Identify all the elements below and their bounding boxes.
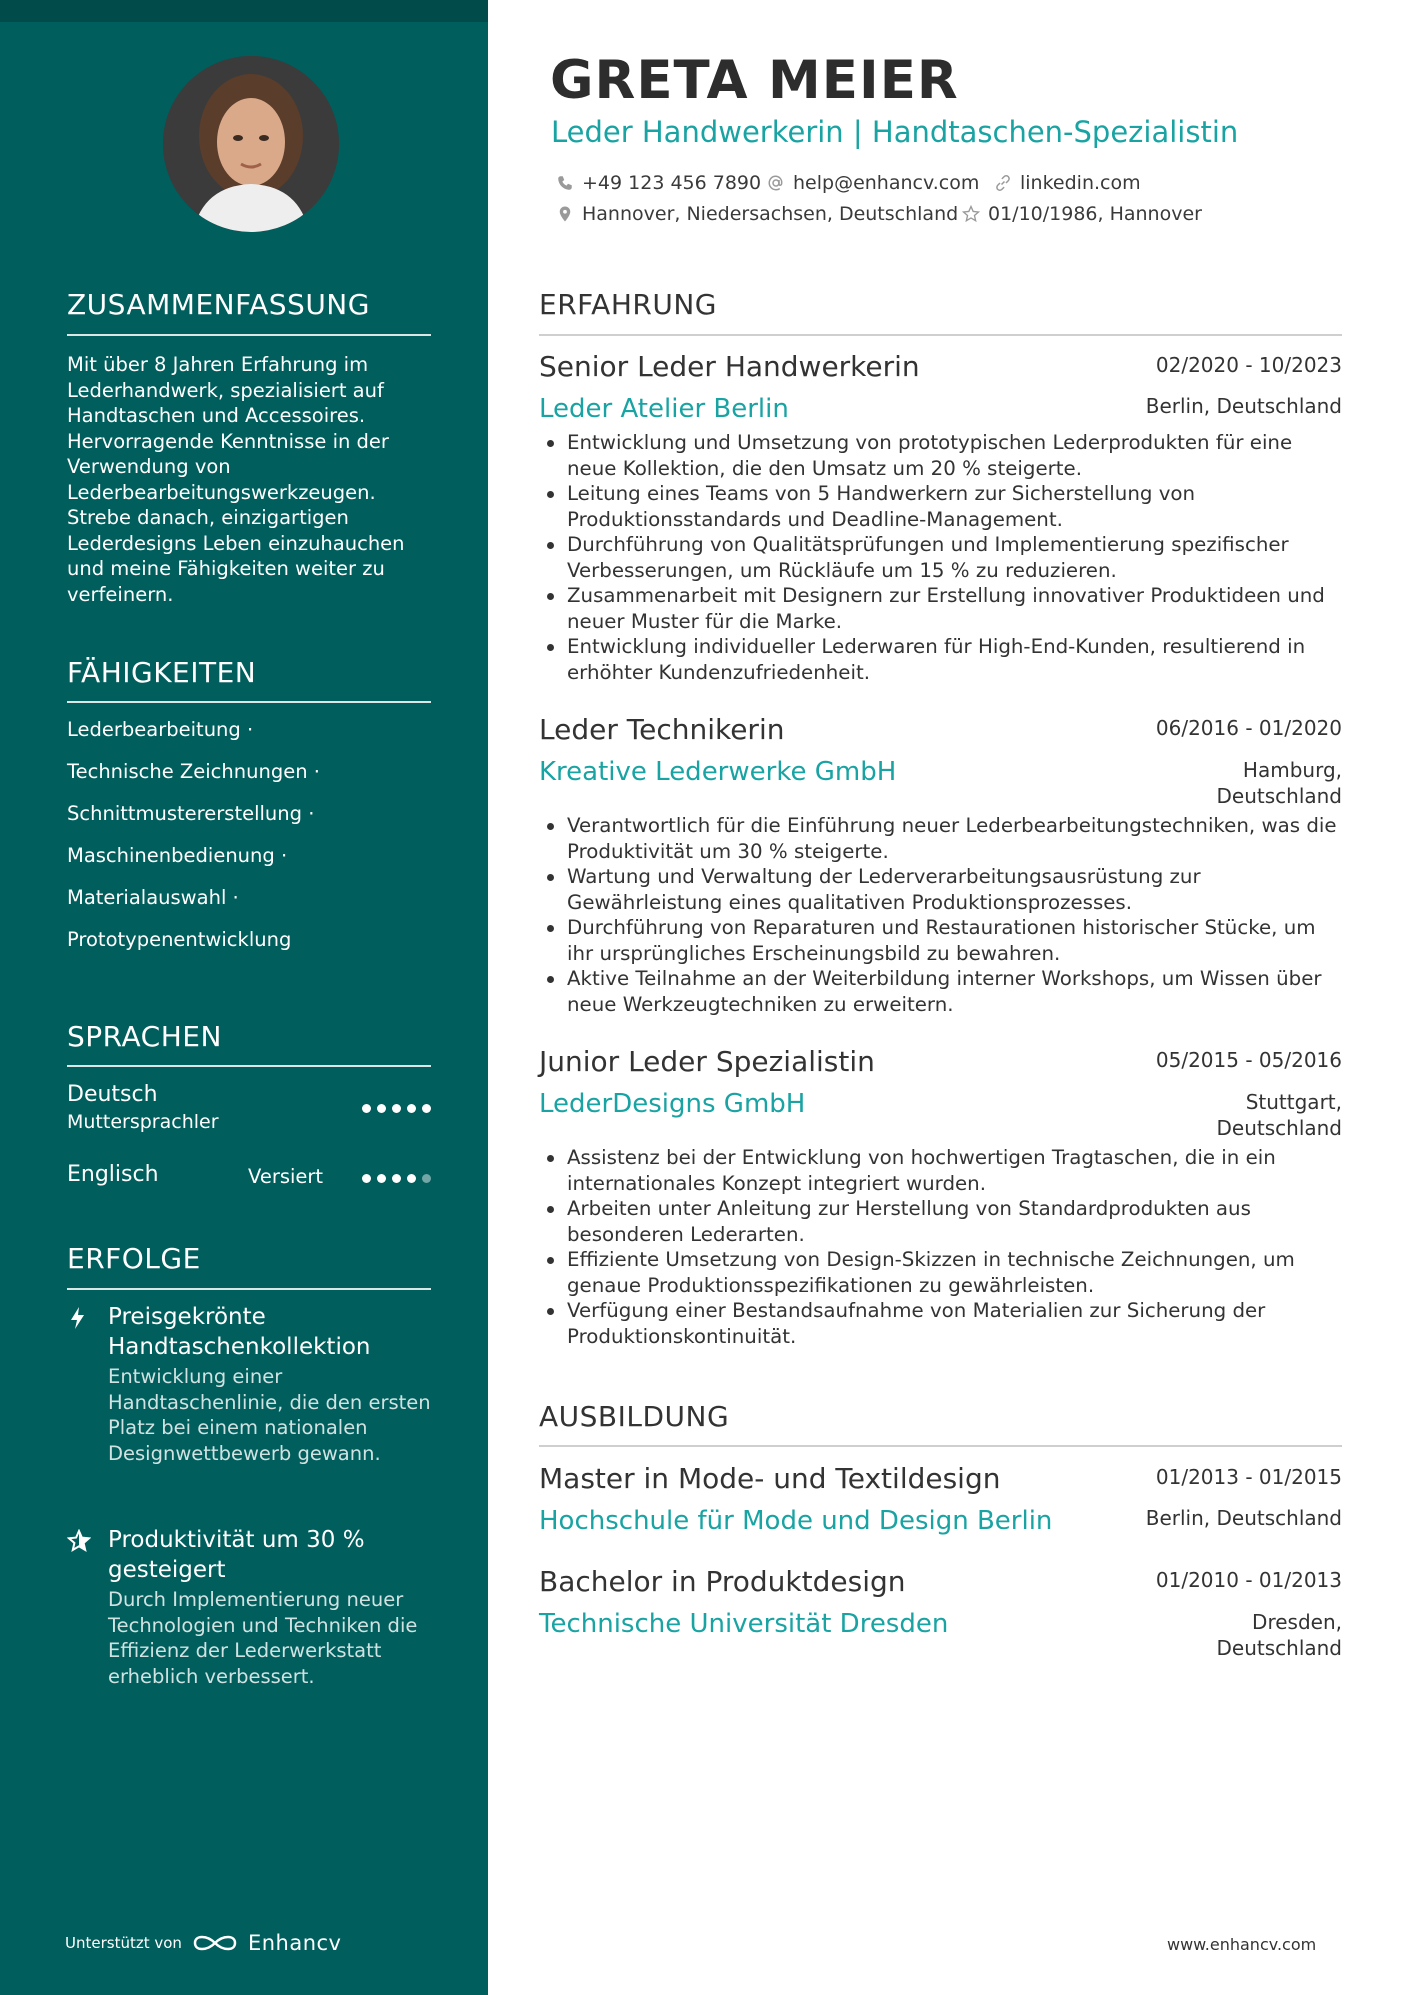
experience-divider <box>539 334 1342 336</box>
location-pin-icon <box>556 205 574 223</box>
profile-photo <box>163 56 339 232</box>
rating-dot <box>407 1104 416 1113</box>
bullet-item: Verfügung einer Bestandsaufnahme von Materialien zur Sicherung der Produktionskontinuität. <box>539 1298 1342 1349</box>
language-name: Deutsch <box>67 1082 158 1107</box>
phone-number[interactable]: +49 123 456 7890 <box>582 172 762 194</box>
experience-entry <box>539 1045 1342 1349</box>
at-icon <box>767 174 785 192</box>
education-title: AUSBILDUNG <box>539 1400 730 1433</box>
job-company: Kreative Lederwerke GmbH <box>539 757 897 787</box>
birth-text: 01/10/1986, Hannover <box>988 203 1202 225</box>
contact-email <box>767 172 979 194</box>
contact-location <box>556 203 958 225</box>
job-date: 02/2020 - 10/2023 <box>1155 353 1342 377</box>
powered-by-label: Unterstützt von <box>65 1934 182 1952</box>
skill-item: Schnittmustererstellung · <box>67 802 315 825</box>
skills-title: FÄHIGKEITEN <box>67 656 257 689</box>
language-level: Muttersprachler <box>67 1111 219 1133</box>
bullet-item: Zusammenarbeit mit Designern zur Erstellung innovativer Produktideen und neuer Muster für die Marke. <box>539 583 1342 634</box>
job-title: Leder Technikerin <box>539 713 785 746</box>
sidebar <box>0 0 488 1995</box>
skill-item: Maschinenbedienung · <box>67 844 288 867</box>
achievements-title: ERFOLGE <box>67 1242 201 1275</box>
rating-dot <box>422 1174 431 1183</box>
degree-title: Master in Mode- und Textildesign <box>539 1462 1001 1495</box>
summary-title: ZUSAMMENFASSUNG <box>67 288 370 321</box>
brand-name: Enhancv <box>247 1931 342 1955</box>
rating-dot <box>392 1174 401 1183</box>
skill-item: Lederbearbeitung · <box>67 718 254 741</box>
job-bullets <box>539 430 1342 685</box>
phone-icon <box>556 174 574 192</box>
rating-dot <box>392 1104 401 1113</box>
school-name: Technische Universität Dresden <box>539 1609 949 1639</box>
email-address[interactable]: help@enhancv.com <box>793 172 980 194</box>
bullet-item: Entwicklung individueller Lederwaren für High-End-Kunden, resultierend in erhöhter Kundenzufriedenheit. <box>539 634 1342 685</box>
sidebar-top-bar <box>0 0 488 22</box>
skill-item: Technische Zeichnungen · <box>67 760 320 783</box>
bullet-item: Assistenz bei der Entwicklung von hochwertigen Tragtaschen, die in ein internationales Konzept integriert wurden. <box>539 1145 1342 1196</box>
achievement-item <box>67 1302 437 1466</box>
achievements-divider <box>67 1288 431 1290</box>
languages-title: SPRACHEN <box>67 1020 222 1053</box>
rating-dot <box>377 1104 386 1113</box>
language-item <box>67 1162 431 1194</box>
skill-item: Prototypenentwicklung <box>67 928 292 951</box>
languages-divider <box>67 1065 431 1067</box>
achievement-item <box>67 1525 437 1689</box>
job-title: Senior Leder Handwerkerin <box>539 350 920 383</box>
skills-list <box>67 718 437 970</box>
enhancv-logo-icon <box>192 1931 238 1955</box>
candidate-headline: Leder Handwerkerin | Handtaschen-Spezialistin <box>551 115 1239 149</box>
star-outline-icon <box>962 205 980 223</box>
bullet-item: Leitung eines Teams von 5 Handwerkern zur Sicherstellung von Produktionsstandards und Deadline-Management. <box>539 481 1342 532</box>
bullet-item: Entwicklung und Umsetzung von prototypischen Lederprodukten für eine neue Kollektion, die den Umsatz um 20 % steigerte. <box>539 430 1342 481</box>
job-location: Stuttgart, Deutschland <box>1216 1090 1342 1140</box>
language-level: Versiert <box>248 1165 324 1188</box>
bullet-item: Durchführung von Reparaturen und Restaurationen historischer Stücke, um ihr ursprüngliches Erscheinungsbild zu bewahren. <box>539 915 1342 966</box>
language-item <box>67 1082 431 1138</box>
school-name: Hochschule für Mode und Design Berlin <box>539 1506 1053 1536</box>
lightning-icon <box>67 1306 89 1330</box>
star-icon <box>67 1529 89 1553</box>
job-bullets <box>539 1145 1342 1349</box>
rating-dot <box>362 1104 371 1113</box>
rating-dot <box>377 1174 386 1183</box>
education-location: Berlin, Deutschland <box>1145 1506 1342 1530</box>
experience-entry <box>539 350 1342 685</box>
skills-divider <box>67 701 431 703</box>
summary-divider <box>67 334 431 336</box>
skill-item: Materialauswahl · <box>67 886 239 909</box>
job-date: 06/2016 - 01/2020 <box>1155 716 1342 740</box>
education-entry <box>539 1565 1342 1660</box>
experience-entry <box>539 713 1342 1017</box>
achievement-description: Entwicklung einer Handtaschenlinie, die den ersten Platz bei einem nationalen Designwettbewerb gewann. <box>108 1365 431 1465</box>
powered-by <box>65 1931 341 1955</box>
location-text: Hannover, Niedersachsen, Deutschland <box>582 203 959 225</box>
education-date: 01/2013 - 01/2015 <box>1155 1465 1342 1489</box>
footer-url[interactable]: www.enhancv.com <box>1167 1935 1317 1954</box>
rating-dot <box>422 1104 431 1113</box>
linkedin-link[interactable]: linkedin.com <box>1020 172 1141 194</box>
rating-dot <box>407 1174 416 1183</box>
bullet-item: Verantwortlich für die Einführung neuer Lederbearbeitungstechniken, was die Produktivität um 30 % steigerte. <box>539 813 1342 864</box>
contact-linkedin <box>994 172 1141 194</box>
achievement-title: Produktivität um 30 % gesteigert <box>108 1527 365 1583</box>
language-rating <box>362 1174 431 1183</box>
degree-title: Bachelor in Produktdesign <box>539 1565 906 1598</box>
job-company: Leder Atelier Berlin <box>539 394 789 424</box>
rating-dot <box>362 1174 371 1183</box>
bullet-item: Arbeiten unter Anleitung zur Herstellung von Standardprodukten aus besonderen Lederarten. <box>539 1196 1342 1247</box>
education-entry <box>539 1462 1342 1536</box>
job-date: 05/2015 - 05/2016 <box>1155 1048 1342 1072</box>
bullet-item: Wartung und Verwaltung der Lederverarbeitungsausrüstung zur Gewährleistung eines qualitativen Produktionsprozesses. <box>539 864 1342 915</box>
education-date: 01/2010 - 01/2013 <box>1155 1568 1342 1592</box>
bullet-item: Durchführung von Qualitätsprüfungen und Implementierung spezifischer Verbesserungen, um Rückläufe um 15 % zu reduzieren. <box>539 532 1342 583</box>
bullet-item: Aktive Teilnahme an der Weiterbildung interner Workshops, um Wissen über neue Werkzeugtechniken zu erweitern. <box>539 966 1342 1017</box>
education-location: Dresden, Deutschland <box>1216 1610 1342 1660</box>
achievement-description: Durch Implementierung neuer Technologien und Techniken die Effizienz der Lederwerkstatt erheblich verbessert. <box>108 1588 418 1688</box>
language-name: Englisch <box>67 1162 159 1187</box>
job-bullets <box>539 813 1342 1017</box>
job-title: Junior Leder Spezialistin <box>539 1045 875 1078</box>
experience-title: ERFAHRUNG <box>539 288 717 321</box>
achievement-title: Preisgekrönte Handtaschenkollektion <box>108 1304 371 1360</box>
summary-text: Mit über 8 Jahren Erfahrung im Lederhandwerk, spezialisiert auf Handtaschen und Accessoires. Hervorragende Kenntnisse in der Verwendung von Lederbearbeitungswerkzeugen. Strebe danach, einzigartigen Lederdesigns Leben einzuhauchen und meine Fähigkeiten weiter zu verfeinern. <box>67 353 405 606</box>
language-rating <box>362 1104 431 1113</box>
job-location: Hamburg, Deutschland <box>1216 758 1342 808</box>
contact-phone <box>556 172 761 194</box>
candidate-name: GRETA MEIER <box>550 50 959 111</box>
bullet-item: Effiziente Umsetzung von Design-Skizzen in technische Zeichnungen, um genaue Produktionsspezifikationen zu gewährleisten. <box>539 1247 1342 1298</box>
job-location: Berlin, Deutschland <box>1145 394 1342 418</box>
link-icon <box>994 174 1012 192</box>
education-divider <box>539 1445 1342 1447</box>
contact-birth <box>962 203 1202 225</box>
job-company: LederDesigns GmbH <box>539 1089 806 1119</box>
